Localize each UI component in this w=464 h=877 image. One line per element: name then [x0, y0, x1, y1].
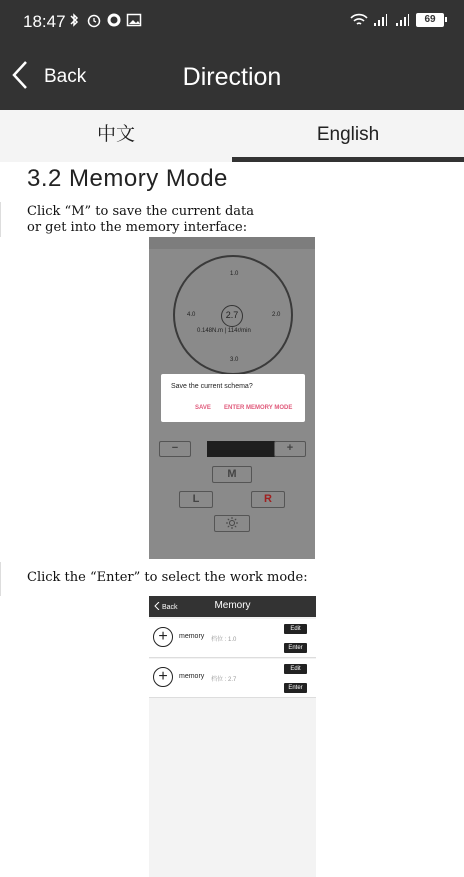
back-button[interactable]	[10, 44, 86, 110]
alarm-icon	[86, 12, 102, 28]
battery-indicator: 69	[416, 13, 444, 27]
dial-readout: 0.148N.m | 114r/min	[197, 328, 251, 334]
document-content	[0, 162, 464, 877]
dial-tick-label: 2.0	[272, 312, 281, 318]
r-control: R	[251, 491, 285, 508]
save-schema-dialog	[161, 374, 305, 422]
chevron-left-icon	[10, 59, 30, 96]
dialog-title: Save the current schema?	[171, 383, 253, 390]
screenshot-status-bar	[149, 237, 315, 249]
signal-icon	[372, 12, 388, 28]
paragraph-line: or get into the memory interface:	[27, 220, 248, 235]
list-item	[149, 659, 316, 698]
page-title: Direction	[182, 63, 282, 91]
divider	[0, 562, 1, 596]
memory-name: memory	[179, 633, 205, 640]
plus-control: +	[274, 441, 306, 457]
image-icon	[126, 12, 142, 28]
status-time: 18:47	[23, 12, 66, 31]
bluetooth-icon	[66, 12, 82, 28]
memory-value: 档位 : 1.0	[211, 637, 237, 643]
memory-edit-button: Edit	[284, 624, 307, 634]
language-tabs	[0, 110, 464, 162]
wifi-icon	[350, 12, 366, 28]
section-heading: 3.2 Memory Mode	[27, 165, 228, 192]
back-label: Back	[44, 66, 87, 87]
memory-back-text: Back	[161, 604, 178, 611]
dial-tick-label: 1.0	[230, 271, 239, 277]
level-segments	[207, 441, 275, 457]
plus-circle-icon: +	[153, 667, 173, 687]
m-control: M	[212, 466, 252, 483]
dial-tick-label: 4.0	[187, 312, 196, 318]
tab-chinese[interactable]: 中文	[96, 124, 135, 145]
memory-edit-button: Edit	[284, 664, 307, 674]
memory-name: memory	[179, 673, 205, 680]
paragraph-line: Click the “Enter” to select the work mode:	[27, 570, 308, 585]
status-notification-icons	[66, 12, 142, 28]
status-system-icons	[350, 12, 444, 28]
status-bar	[0, 0, 464, 44]
plus-circle-icon: +	[153, 627, 173, 647]
minus-control: −	[159, 441, 191, 457]
paragraph-line: Click “M” to save the current data	[27, 204, 255, 219]
memory-screenshot	[149, 596, 316, 877]
dial-center-value: 2.7	[221, 305, 243, 327]
dialog-enter-memory-button: ENTER MEMORY MODE	[224, 405, 293, 411]
memory-enter-button: Enter	[284, 683, 307, 693]
whatsapp-icon	[106, 12, 122, 28]
memory-value: 档位 : 2.7	[211, 677, 237, 683]
app-header	[0, 44, 464, 110]
signal-icon-2	[394, 12, 410, 28]
tab-english[interactable]: English	[232, 110, 464, 162]
memory-enter-button: Enter	[284, 643, 307, 653]
memory-header	[149, 596, 316, 617]
l-control: L	[179, 491, 213, 508]
list-item	[149, 619, 316, 658]
dial-screenshot	[149, 237, 315, 559]
memory-title: Memory	[214, 600, 251, 611]
dialog-save-button: SAVE	[195, 405, 211, 411]
brightness-icon	[214, 515, 250, 532]
dial-tick-label: 3.0	[230, 357, 239, 363]
divider	[0, 202, 1, 237]
